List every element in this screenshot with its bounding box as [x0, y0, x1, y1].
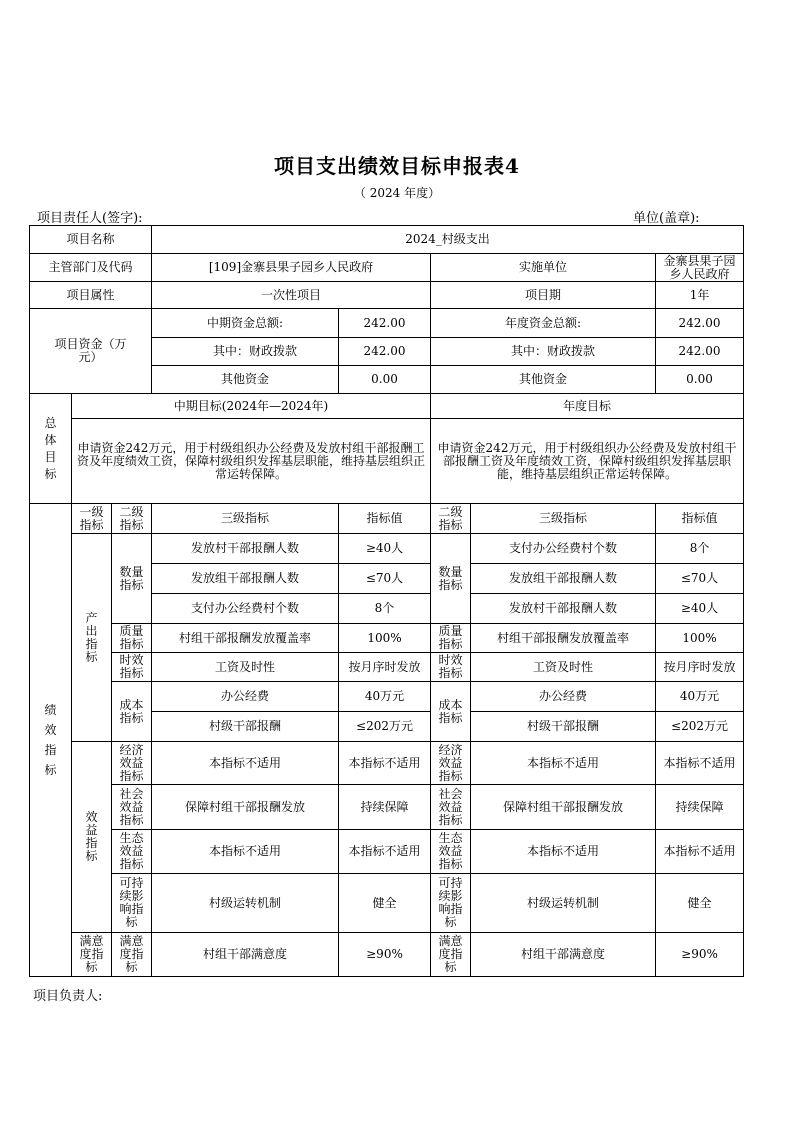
year-other-label: 其他资金 — [431, 366, 656, 394]
output-indicator-label: 产出指标 — [72, 534, 112, 742]
mid-other-value: 0.00 — [339, 366, 431, 394]
mid-c2-value: ≤202万元 — [339, 712, 431, 742]
satisfaction-sub-label: 满意度指标 — [112, 933, 152, 977]
year-env-value: 本指标不适用 — [656, 830, 744, 874]
attr-label: 项目属性 — [30, 282, 152, 309]
level3-header-year: 三级指标 — [471, 504, 656, 534]
mid-quality: 村组干部报酬发放覆盖率 — [152, 624, 339, 653]
project-name-label: 项目名称 — [30, 226, 152, 254]
year-line: （ 2024 年度） — [353, 186, 441, 200]
mid-q3: 支付办公经费村个数 — [152, 594, 339, 624]
mid-env: 本指标不适用 — [152, 830, 339, 874]
period-label: 项目期 — [431, 282, 656, 309]
year-q3-value: ≥40人 — [656, 594, 744, 624]
performance-table — [29, 225, 744, 977]
sustainable-indicator-label: 可持续影响指标 — [112, 874, 152, 933]
unit-seal-label: 单位(盖章): — [633, 211, 700, 226]
year-time: 工资及时性 — [471, 653, 656, 682]
year-fiscal-value: 242.00 — [656, 338, 744, 366]
year-c2: 村级干部报酬 — [471, 712, 656, 742]
social-indicator-label: 社会效益指标 — [112, 785, 152, 830]
year-sat: 村组干部满意度 — [471, 933, 656, 977]
mid-sat-value: ≥90% — [339, 933, 431, 977]
year-env: 本指标不适用 — [471, 830, 656, 874]
mid-quality-value: 100% — [339, 624, 431, 653]
mid-goal-header: 中期目标(2024年—2024年) — [72, 394, 431, 419]
mid-total-label: 中期资金总额: — [152, 309, 339, 338]
timeliness-indicator-label-year: 时效指标 — [431, 653, 471, 682]
economic-indicator-label: 经济效益指标 — [112, 742, 152, 785]
benefit-indicator-label: 效益指标 — [72, 742, 112, 933]
ecological-indicator-label-year: 生态效益指标 — [431, 830, 471, 874]
mid-time-value: 按月序时发放 — [339, 653, 431, 682]
year-q2: 发放组干部报酬人数 — [471, 564, 656, 594]
mid-c1: 办公经费 — [152, 682, 339, 712]
year-q2-value: ≤70人 — [656, 564, 744, 594]
year-eco: 本指标不适用 — [471, 742, 656, 785]
funds-label: 项目资金（万元） — [30, 309, 152, 394]
impl-unit-label: 实施单位 — [431, 254, 656, 282]
quality-indicator-label-year: 质量指标 — [431, 624, 471, 653]
year-q3: 发放村干部报酬人数 — [471, 594, 656, 624]
performance-indicator-label: 绩效指标 — [30, 504, 72, 977]
year-q1: 支付办公经费村个数 — [471, 534, 656, 564]
project-leader-label: 项目负责人: — [33, 989, 103, 1004]
year-c1: 办公经费 — [471, 682, 656, 712]
level2-header-year: 二级指标 — [431, 504, 471, 534]
year-eco-value: 本指标不适用 — [656, 742, 744, 785]
mid-soc-value: 持续保障 — [339, 785, 431, 830]
dept-value: [109]金寨县果子园乡人民政府 — [152, 254, 431, 282]
mid-q2-value: ≤70人 — [339, 564, 431, 594]
quantity-indicator-label-year: 数量指标 — [431, 534, 471, 624]
year-sus-value: 健全 — [656, 874, 744, 933]
mid-time: 工资及时性 — [152, 653, 339, 682]
mid-goal-text: 申请资金242万元，用于村级组织办公经费及发放村组干部报酬工资及年度绩效工资，保障村级组织发挥基层职能，维持基层组织正常运转保障。 — [72, 419, 431, 504]
mid-c1-value: 40万元 — [339, 682, 431, 712]
overall-goal-label: 总体目标 — [30, 394, 72, 504]
mid-env-value: 本指标不适用 — [339, 830, 431, 874]
attr-value: 一次性项目 — [152, 282, 431, 309]
level1-header: 一级指标 — [72, 504, 112, 534]
mid-q2: 发放组干部报酬人数 — [152, 564, 339, 594]
year-fiscal-label: 其中：财政拨款 — [431, 338, 656, 366]
mid-c2: 村级干部报酬 — [152, 712, 339, 742]
dept-label: 主管部门及代码 — [30, 254, 152, 282]
mid-sus-value: 健全 — [339, 874, 431, 933]
timeliness-indicator-label: 时效指标 — [112, 653, 152, 682]
impl-unit-value: 金寨县果子园乡人民政府 — [656, 254, 744, 282]
year-c1-value: 40万元 — [656, 682, 744, 712]
year-time-value: 按月序时发放 — [656, 653, 744, 682]
year-total-value: 242.00 — [656, 309, 744, 338]
economic-indicator-label-year: 经济效益指标 — [431, 742, 471, 785]
mid-eco-value: 本指标不适用 — [339, 742, 431, 785]
social-indicator-label-year: 社会效益指标 — [431, 785, 471, 830]
year-quality: 村组干部报酬发放覆盖率 — [471, 624, 656, 653]
period-value: 1年 — [656, 282, 744, 309]
mid-total-value: 242.00 — [339, 309, 431, 338]
mid-soc: 保障村组干部报酬发放 — [152, 785, 339, 830]
year-sat-value: ≥90% — [656, 933, 744, 977]
cost-indicator-label: 成本指标 — [112, 682, 152, 742]
value-header-year: 指标值 — [656, 504, 744, 534]
mid-q1: 发放村干部报酬人数 — [152, 534, 339, 564]
year-other-value: 0.00 — [656, 366, 744, 394]
mid-fiscal-value: 242.00 — [339, 338, 431, 366]
mid-q3-value: 8个 — [339, 594, 431, 624]
year-sus: 村级运转机制 — [471, 874, 656, 933]
satisfaction-indicator-label: 满意度指标 — [72, 933, 112, 977]
mid-fiscal-label: 其中：财政拨款 — [152, 338, 339, 366]
quality-indicator-label: 质量指标 — [112, 624, 152, 653]
project-name-value: 2024_村级支出 — [152, 226, 744, 254]
value-header: 指标值 — [339, 504, 431, 534]
year-q1-value: 8个 — [656, 534, 744, 564]
year-goal-text: 申请资金242万元，用于村级组织办公经费及发放村组干部报酬工资及年度绩效工资，保障村级组织发挥基层职能，维持基层组织正常运转保障。 — [431, 419, 744, 504]
year-quality-value: 100% — [656, 624, 744, 653]
level3-header: 三级指标 — [152, 504, 339, 534]
mid-sat: 村组干部满意度 — [152, 933, 339, 977]
satisfaction-sub-label-year: 满意度指标 — [431, 933, 471, 977]
quantity-indicator-label: 数量指标 — [112, 534, 152, 624]
year-soc: 保障村组干部报酬发放 — [471, 785, 656, 830]
year-soc-value: 持续保障 — [656, 785, 744, 830]
responsible-signature-label: 项目责任人(签字): — [37, 211, 143, 226]
level2-header: 二级指标 — [112, 504, 152, 534]
mid-sus: 村级运转机制 — [152, 874, 339, 933]
mid-other-label: 其他资金 — [152, 366, 339, 394]
ecological-indicator-label: 生态效益指标 — [112, 830, 152, 874]
mid-eco: 本指标不适用 — [152, 742, 339, 785]
mid-q1-value: ≥40人 — [339, 534, 431, 564]
page-title: 项目支出绩效目标申报表4 — [274, 154, 520, 178]
sustainable-indicator-label-year: 可持续影响指标 — [431, 874, 471, 933]
year-total-label: 年度资金总额: — [431, 309, 656, 338]
cost-indicator-label-year: 成本指标 — [431, 682, 471, 742]
year-c2-value: ≤202万元 — [656, 712, 744, 742]
year-goal-header: 年度目标 — [431, 394, 744, 419]
